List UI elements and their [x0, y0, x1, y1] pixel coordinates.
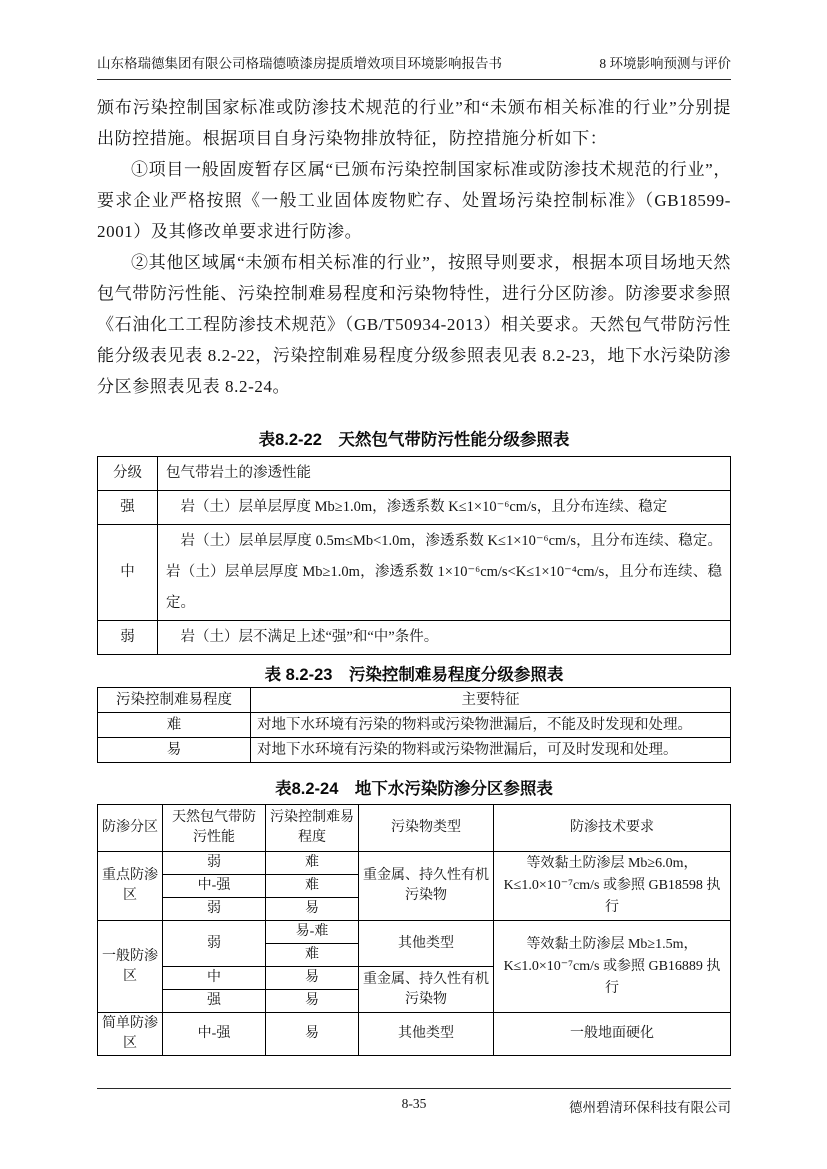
t23-header-feature: 主要特征: [251, 688, 731, 713]
table-22: [97, 456, 731, 655]
t24-zone2-pollutant-a: 其他类型: [359, 921, 494, 967]
table-22-title: 表8.2-22 天然包气带防污性能分级参照表: [258, 431, 570, 449]
t24-zone1-req-line2: K≤1.0×10⁻⁷cm/s 或参照 GB18598 执行: [503, 878, 721, 915]
t23-level-hard: 难: [98, 713, 251, 738]
paragraph-continuation: 颁布污染控制国家标准或防渗技术规范的行业”和“未颁布相关标准的行业”分别提出防控措施。根据项目自身污染物排放特征，防控措施分析如下：: [97, 98, 731, 148]
t24-header-vadose: 天然包气带防污性能: [163, 805, 266, 852]
t24-zone2-r3-diff: 易: [266, 967, 359, 990]
t24-zone2-r3-perf: 中: [163, 967, 266, 990]
table-row: [98, 713, 731, 738]
t24-zone2-req-line2: K≤1.0×10⁻⁷cm/s 或参照 GB16889 执行: [503, 958, 721, 996]
t24-zone2-r1-diff: 易-难: [266, 921, 359, 944]
t22-header-desc: 包气带岩土的渗透性能: [158, 457, 731, 491]
table-row: [98, 921, 731, 944]
t24-header-zone: 防渗分区: [98, 805, 163, 852]
table-24-title: 表8.2-24 地下水污染防渗分区参照表: [275, 780, 553, 798]
header-chapter-title: 8 环境影响预测与评价: [599, 56, 731, 71]
t24-zone1-r3-diff: 易: [266, 898, 359, 921]
table-row: [98, 525, 731, 621]
t22-grade-strong: 强: [98, 491, 158, 525]
t23-header-level: 污染控制难易程度: [98, 688, 251, 713]
t24-zone1-name: 重点防渗区: [98, 852, 163, 921]
page-content: [97, 92, 731, 1056]
t24-zone3-requirement: 一般地面硬化: [494, 1013, 731, 1056]
page-number: 8-35: [401, 1096, 427, 1111]
t24-header-pollutant: 污染物类型: [359, 805, 494, 852]
t23-feature-easy: 对地下水环境有污染的物料或污染物泄漏后，可及时发现和处理。: [251, 738, 731, 763]
table-23-title: 表 8.2-23 污染控制难易程度分级参照表: [264, 666, 564, 684]
table-row: [98, 852, 731, 875]
t24-header-requirement: 防渗技术要求: [494, 805, 731, 852]
table-24: [97, 804, 731, 1056]
t22-desc-strong: 岩（土）层单层厚度 Mb≥1.0m，渗透系数 K≤1×10⁻⁶cm/s，且分布连续、稳定: [158, 491, 731, 525]
t24-zone3-pollutant: 其他类型: [359, 1013, 494, 1056]
table-header-row: [98, 805, 731, 852]
t24-zone2-name: 一般防渗区: [98, 921, 163, 1013]
header-report-title: 山东格瑞德集团有限公司格瑞德喷漆房提质增效项目环境影响报告书: [97, 56, 502, 71]
t24-zone2-r4-perf: 强: [163, 990, 266, 1013]
t24-zone3-perf: 中-强: [163, 1013, 266, 1056]
table-row: [98, 491, 731, 525]
table-row: [98, 457, 731, 491]
table-23: [97, 687, 731, 763]
table-row: [98, 1013, 731, 1056]
t24-zone1-r1-diff: 难: [266, 852, 359, 875]
t24-zone1-r2-diff: 难: [266, 875, 359, 898]
t24-zone2-r4-diff: 易: [266, 990, 359, 1013]
table-row: [98, 688, 731, 713]
t24-zone1-req-line1: 等效黏土防渗层 Mb≥6.0m，: [526, 856, 698, 871]
t24-zone1-r1-perf: 弱: [163, 852, 266, 875]
t22-desc-weak: 岩（土）层不满足上述“强”和“中”条件。: [158, 621, 731, 655]
t24-zone2-req-line1: 等效黏土防渗层 Mb≥1.5m，: [526, 936, 698, 952]
t24-zone2-r2-diff: 难: [266, 944, 359, 967]
t24-zone1-r2-perf: 中-强: [163, 875, 266, 898]
t23-level-easy: 易: [98, 738, 251, 763]
paragraph-item-1: ①项目一般固废暂存区属“已颁布污染控制国家标准或防渗技术规范的行业”，要求企业严格按照《一般工业固体废物贮存、处置场污染控制标准》（GB18599-2001）及其修改单要求进行防渗。: [97, 160, 731, 241]
t24-zone1-pollutant: 重金属、持久性有机污染物: [359, 852, 494, 921]
t24-zone2-r1-perf: 弱: [163, 921, 266, 967]
t24-zone2-pollutant-b: 重金属、持久性有机污染物: [359, 967, 494, 1013]
t22-grade-medium: 中: [98, 525, 158, 621]
t24-zone3-name: 简单防渗区: [98, 1013, 163, 1056]
t24-zone1-r3-perf: 弱: [163, 898, 266, 921]
t22-desc-medium: 岩（土）层单层厚度 0.5m≤Mb<1.0m，渗透系数 K≤1×10⁻⁶cm/s，且分布连续、稳定。岩（土）层单层厚度 Mb≥1.0m，渗透系数 1×10⁻⁶cm/s<K≤1×10⁻⁴cm/s，且分布连续、稳定。: [158, 525, 731, 621]
table-row: [98, 738, 731, 763]
table-row: [98, 621, 731, 655]
page-footer: [97, 1088, 731, 1121]
t24-zone1-requirement: [494, 852, 731, 921]
t24-zone3-diff: 易: [266, 1013, 359, 1056]
t22-grade-weak: 弱: [98, 621, 158, 655]
t22-header-grade: 分级: [98, 457, 158, 491]
t23-feature-hard: 对地下水环境有污染的物料或污染物泄漏后，不能及时发现和处理。: [251, 713, 731, 738]
paragraph-item-2: ②其他区域属“未颁布相关标准的行业”，按照导则要求，根据本项目场地天然包气带防污性能、污染控制难易程度和污染物特性，进行分区防渗。防渗要求参照《石油化工工程防渗技术规范》（GB/T50934-2013）相关要求。天然包气带防污性能分级表见表 8.2-22，污染控制难易程度分级参照表见表 8.2-23，地下水污染防渗分区参照表见表 8.2-24。: [97, 253, 731, 396]
page-header: [97, 52, 731, 80]
footer-company-name: 德州碧清环保科技有限公司: [569, 1100, 731, 1115]
t24-zone2-requirement: [494, 921, 731, 1013]
t24-header-control: 污染控制难易程度: [266, 805, 359, 852]
